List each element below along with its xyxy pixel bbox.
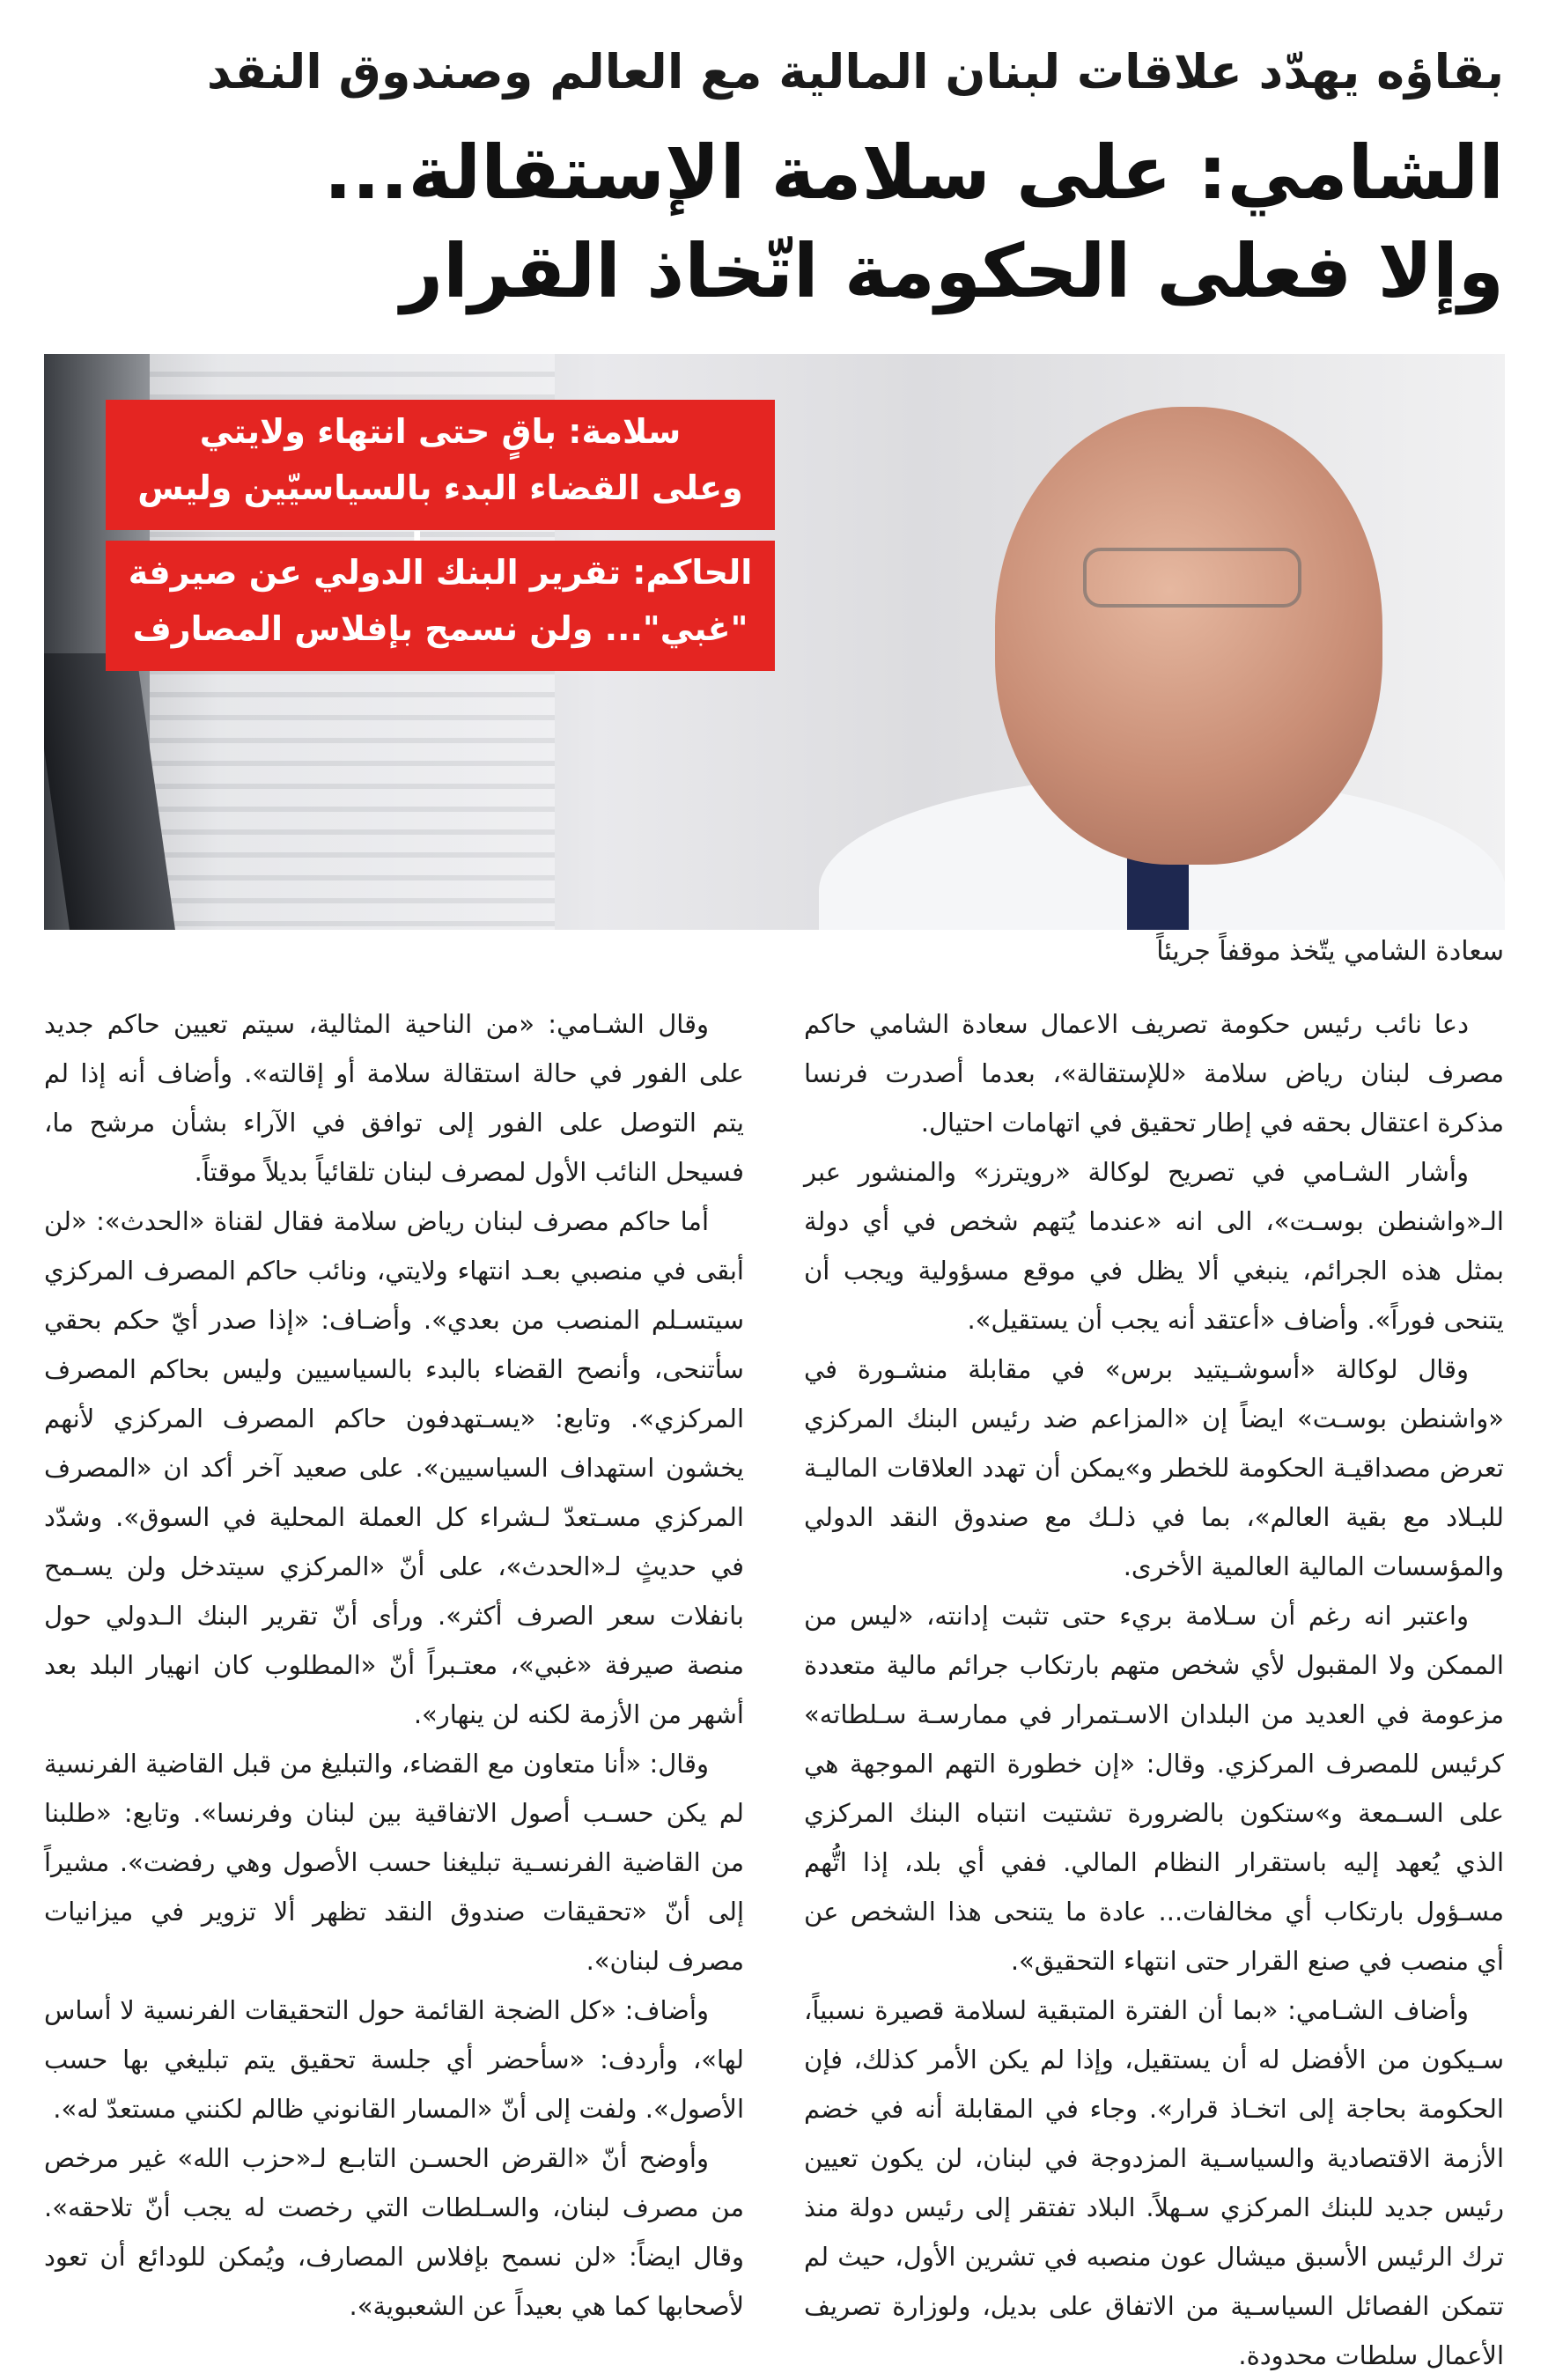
paragraph: أما حاكم مصرف لبنان رياض سلامة فقال لقناة «الحدث»: «لن أبقى في منصبي بعـد انتهاء ولايتي، ونائب حاكم المصرف المركزي سيتسـلم المنصب من بعدي». وأضـاف: «إذا صدر أيّ حكم بحقي سأتنحى، وأنصح القضاء بالبدء بالسياسيين وليس بحاكم المصرف المركزي». وتابع: «يسـتهدفون حاكم المصرف المركزي لأنهم يخشون استهداف السياسيين». على صعيد آخر أكد ان «المصرف المركزي مسـتعدّ لـشراء كل العملة المحلية في السوق». وشدّد في حديثٍ لـ«الحدث»، على أنّ «المركزي سيتدخل ولن يسـمح بانفلات سعر الصرف أكثر». ورأى أنّ تقرير البنك الـدولي حول منصة صيرفة «غبي»، معتـبراً أنّ «المطلوب كان انهيار البلد بعد أشهر من الأزمة لكنه لن ينهار». [44, 1206, 744, 1729]
paragraph: وأضاف الشـامي: «بما أن الفترة المتبقية لسلامة قصيرة نسبياً، سـيكون من الأفضل له أن يستقيل، وإذا لم يكن الأمر كذلك، فإن الحكومة بحاجة إلى اتخـاذ قرار». وجاء في المقابلة أنه في خضم الأزمة الاقتصادية والسياسـية المزدوجة في لبنان، لن يكون تعيين رئيس جديد للبنك المركزي سـهلاً. البلاد تفتقر إلى رئيس دولة منذ ترك الرئيس الأسبق ميشال عون منصبه في تشرين الأول، حيث لم تتمكن الفصائل السياسـية من الاتفاق على بديل، ولوزارة تصريف الأعمال سلطات محدودة. [804, 1995, 1504, 2370]
person-glasses [1083, 548, 1301, 608]
main-headline [44, 123, 1504, 321]
paragraph: وأشار الشـامي في تصريح لوكالة «رويترز» والمنشور عبر الـ«واشنطن بوسـت»، الى انه «عندما يُتهم شخص في أي دولة بمثل هذه الجرائم، ينبغي ألا يظل في موقع مسؤولية ويجب أن يتنحى فوراً». وأضاف «أعتقد أنه يجب أن يستقيل». [804, 1157, 1504, 1335]
article-column-right [804, 999, 1504, 2380]
callout-box-governor [106, 541, 775, 671]
headline-line-1: الشامي: على سلامة الإستقالة... [323, 129, 1504, 216]
kicker-headline: بقاؤه يهدّد علاقات لبنان المالية مع العالم وصندوق النقد [206, 44, 1504, 99]
article-column-left [44, 999, 744, 2331]
callout-2-line-2: "غبي"... ولن نسمح بإفلاس المصارف [132, 609, 748, 648]
paragraph: وأضاف: «كل الضجة القائمة حول التحقيقات الفرنسية لا أساس لها»، وأردف: «سأحضر أي جلسة تحقيق يتم تبليغي بها حسب الأصول». ولفت إلى أنّ «المسار القانوني ظالم لكنني مستعدّ له». [44, 1995, 744, 2124]
person-head [995, 407, 1382, 865]
callout-1-line-2: وعلى القضاء البدء بالسياسيّين وليس [137, 468, 743, 507]
callout-box-salameh [106, 400, 775, 530]
paragraph: وقال لوكالة «أسوشـيتيد برس» في مقابلة منشـورة في «واشنطن بوسـت» ايضاً إن «المزاعم ضد رئيس البنك المركزي تعرض مصداقيـة الحكومة للخطر و»يمكن أن تهدد العلاقات الماليـة للبـلاد مع بقية العالم»، بما في ذلـك مع صندوق النقد الدولي والمؤسسات المالية العالمية الأخرى. [804, 1354, 1504, 1581]
paragraph: دعا نائب رئيس حكومة تصريف الاعمال سعادة الشامي حاكم مصرف لبنان رياض سلامة «للإستقالة»، بعدما أصدرت فرنسا مذكرة اعتقال بحقه في إطار تحقيق في اتهامات احتيال. [804, 1009, 1504, 1138]
callout-1-line-1: سلامة: باقٍ حتى انتهاء ولايتي [199, 412, 682, 451]
paragraph: وأوضح أنّ «القرض الحسـن التابـع لـ«حزب الله» غير مرخص من مصرف لبنان، والسـلطات التي رخصت له يجب أنّ تلاحقه». وقال ايضاً: «لن نسمح بإفلاس المصارف، ويُمكن للودائع أن تعود لأصحابها كما هي بعيداً عن الشعبوية». [44, 2143, 744, 2321]
photo-caption: سعادة الشامي يتّخذ موقفاً جريئاً [1156, 936, 1504, 967]
callout-2-line-1: الحاكم: تقرير البنك الدولي عن صيرفة [128, 553, 753, 592]
paragraph: واعتبر انه رغم أن سـلامة بريء حتى تثبت إدانته، «ليس من الممكن ولا المقبول لأي شخص متهم بارتكاب جرائم مالية متعددة مزعومة في العديد من البلدان الاسـتمرار في ممارسـة سـلطاته» كرئيس للمصرف المركزي. وقال: «إن خطورة التهم الموجهة هي على السـمعة و»ستكون بالضرورة تشتيت انتباه البنك المركزي الذي يُعهد إليه باستقرار النظام المالي. ففي أي بلد، إذا اتُّهم مسـؤول بارتكاب أي مخالفات... عادة ما يتنحى هذا الشخص عن أي منصب في صنع القرار حتى انتهاء التحقيق». [804, 1601, 1504, 1976]
paragraph: وقال: «أنا متعاون مع القضاء، والتبليغ من قبل القاضية الفرنسية لم يكن حسـب أصول الاتفاقية بين لبنان وفرنسا». وتابع: «طلبنا من القاضية الفرنسـية تبليغنا حسب الأصول وهي رفضت». مشيراً إلى أنّ «تحقيقات صندوق النقد تظهر ألا تزوير في ميزانيات مصرف لبنان». [44, 1749, 744, 1976]
headline-line-2: وإلا فعلى الحكومة اتّخاذ القرار [400, 228, 1504, 314]
paragraph: وقال الشـامي: «من الناحية المثالية، سيتم تعيين حاكم جديد على الفور في حالة استقالة سلامة أو إقالته». وأضاف أنه إذا لم يتم التوصل على الفور إلى توافق في الآراء بشأن مرشح ما، فسيحل النائب الأول لمصرف لبنان تلقائياً بديلاً موقتاً. [44, 1009, 744, 1187]
